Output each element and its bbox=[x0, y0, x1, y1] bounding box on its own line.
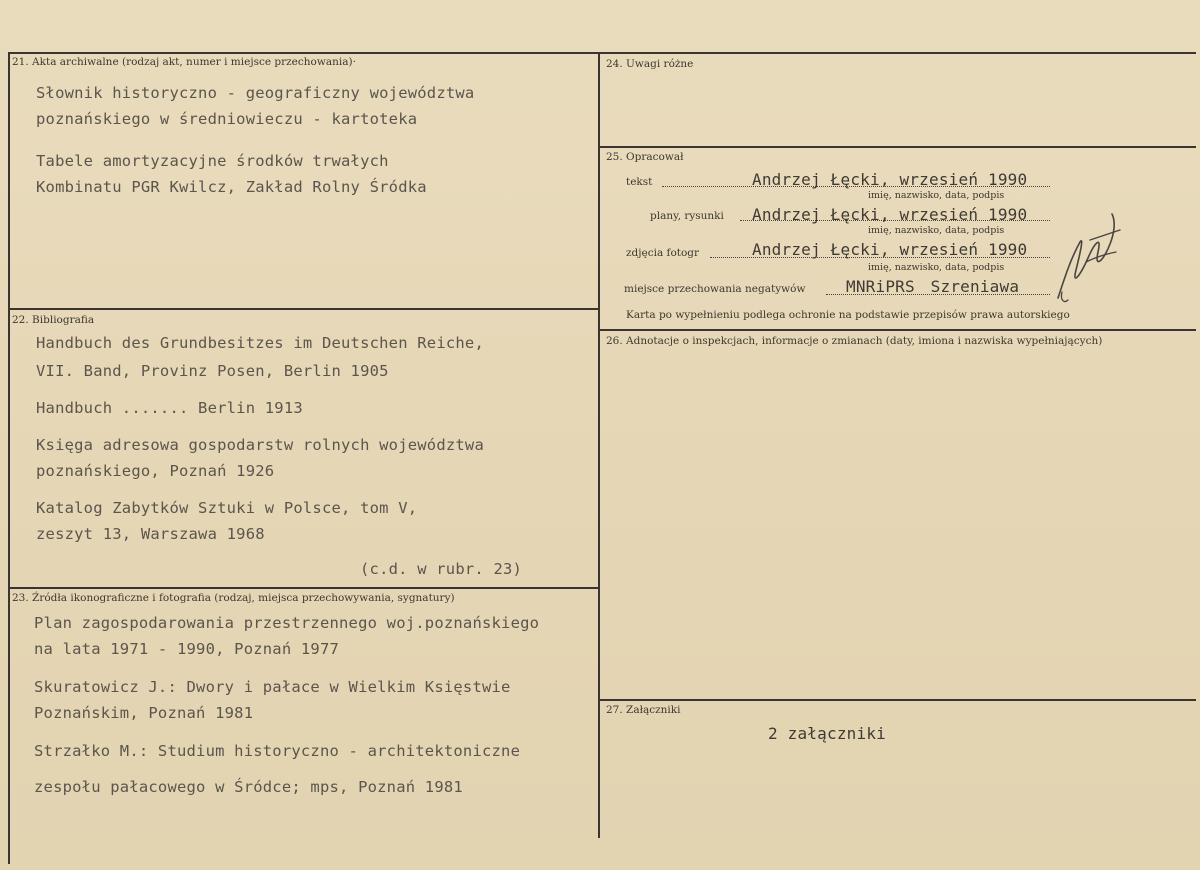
negatives-value: MNRiPRS Szreniawa bbox=[846, 277, 1020, 296]
author-photos-hint: imię, nazwisko, data, podpis bbox=[868, 262, 1005, 273]
section-23-line-5: Strzałko M.: Studium historyczno - architektoniczne bbox=[34, 742, 521, 760]
left-border bbox=[8, 52, 10, 864]
section-22-label: 22. Bibliografia bbox=[12, 314, 95, 326]
section-24-label: 24. Uwagi różne bbox=[606, 58, 694, 70]
section-21-line-1: Słownik historyczno - geograficzny województwa bbox=[36, 84, 475, 102]
author-photos-label: zdjęcia fotogr bbox=[626, 247, 700, 259]
section-22-line-2: VII. Band, Provinz Posen, Berlin 1905 bbox=[36, 362, 389, 380]
author-text-label: tekst bbox=[626, 176, 653, 188]
section-25-label: 25. Opracował bbox=[606, 151, 684, 163]
rule-22-23 bbox=[8, 587, 598, 589]
section-23-line-6: zespołu pałacowego w Śródce; mps, Poznań 1981 bbox=[34, 778, 463, 796]
section-22-line-5: poznańskiego, Poznań 1926 bbox=[36, 462, 275, 480]
author-text-hint: imię, nazwisko, data, podpis bbox=[868, 190, 1005, 201]
section-22-line-7: zeszyt 13, Warszawa 1968 bbox=[36, 525, 265, 543]
author-plans-value: Andrzej Łęcki, wrzesień 1990 bbox=[752, 205, 1028, 224]
author-photos-value: Andrzej Łęcki, wrzesień 1990 bbox=[752, 240, 1028, 259]
center-divider bbox=[598, 52, 600, 838]
author-plans-hint: imię, nazwisko, data, podpis bbox=[868, 225, 1005, 236]
section-21-line-4: Kombinatu PGR Kwilcz, Zakład Rolny Śródka bbox=[36, 178, 427, 196]
section-21-label: 21. Akta archiwalne (rodzaj akt, numer i miejsce przechowania)· bbox=[12, 56, 356, 68]
section-23-line-2: na lata 1971 - 1990, Poznań 1977 bbox=[34, 640, 340, 658]
section-21-line-3: Tabele amortyzacyjne środków trwałych bbox=[36, 152, 389, 170]
section-23-line-1: Plan zagospodarowania przestrzennego woj.poznańskiego bbox=[34, 614, 540, 632]
section-23-line-4: Poznańskim, Poznań 1981 bbox=[34, 704, 254, 722]
copyright-note: Karta po wypełnieniu podlega ochronie na podstawie przepisów prawa autorskiego bbox=[626, 309, 1070, 321]
section-22-line-6: Katalog Zabytków Sztuki w Polsce, tom V, bbox=[36, 499, 418, 517]
section-27-label: 27. Załączniki bbox=[606, 704, 681, 716]
section-23-label: 23. Źródła ikonograficzne i fotografia (rodzaj, miejsca przechowywania, sygnatury) bbox=[12, 592, 455, 604]
section-22-continuation: (c.d. w rubr. 23) bbox=[360, 560, 523, 578]
handwritten-signature bbox=[1050, 200, 1130, 310]
section-26-label: 26. Adnotacje o inspekcjach, informacje o zmianach (daty, imiona i nazwiska wypełniających) bbox=[606, 335, 1103, 347]
section-22-line-1: Handbuch des Grundbesitzes im Deutschen Reiche, bbox=[36, 334, 484, 352]
top-rule bbox=[8, 52, 1196, 54]
negatives-label: miejsce przechowania negatywów bbox=[624, 283, 806, 295]
author-text-value: Andrzej Łęcki, wrzesień 1990 bbox=[752, 170, 1028, 189]
section-22-line-4: Księga adresowa gospodarstw rolnych województwa bbox=[36, 436, 484, 454]
rule-26-27 bbox=[600, 699, 1196, 701]
section-22-line-3: Handbuch ....... Berlin 1913 bbox=[36, 399, 303, 417]
rule-21-22 bbox=[8, 308, 598, 310]
author-plans-label: plany, rysunki bbox=[650, 210, 724, 222]
rule-25-26 bbox=[600, 329, 1196, 331]
attachments-value: 2 załączniki bbox=[768, 724, 886, 743]
section-23-line-3: Skuratowicz J.: Dwory i pałace w Wielkim Księstwie bbox=[34, 678, 511, 696]
section-21-line-2: poznańskiego w średniowieczu - kartoteka bbox=[36, 110, 418, 128]
rule-24-25 bbox=[600, 146, 1196, 148]
